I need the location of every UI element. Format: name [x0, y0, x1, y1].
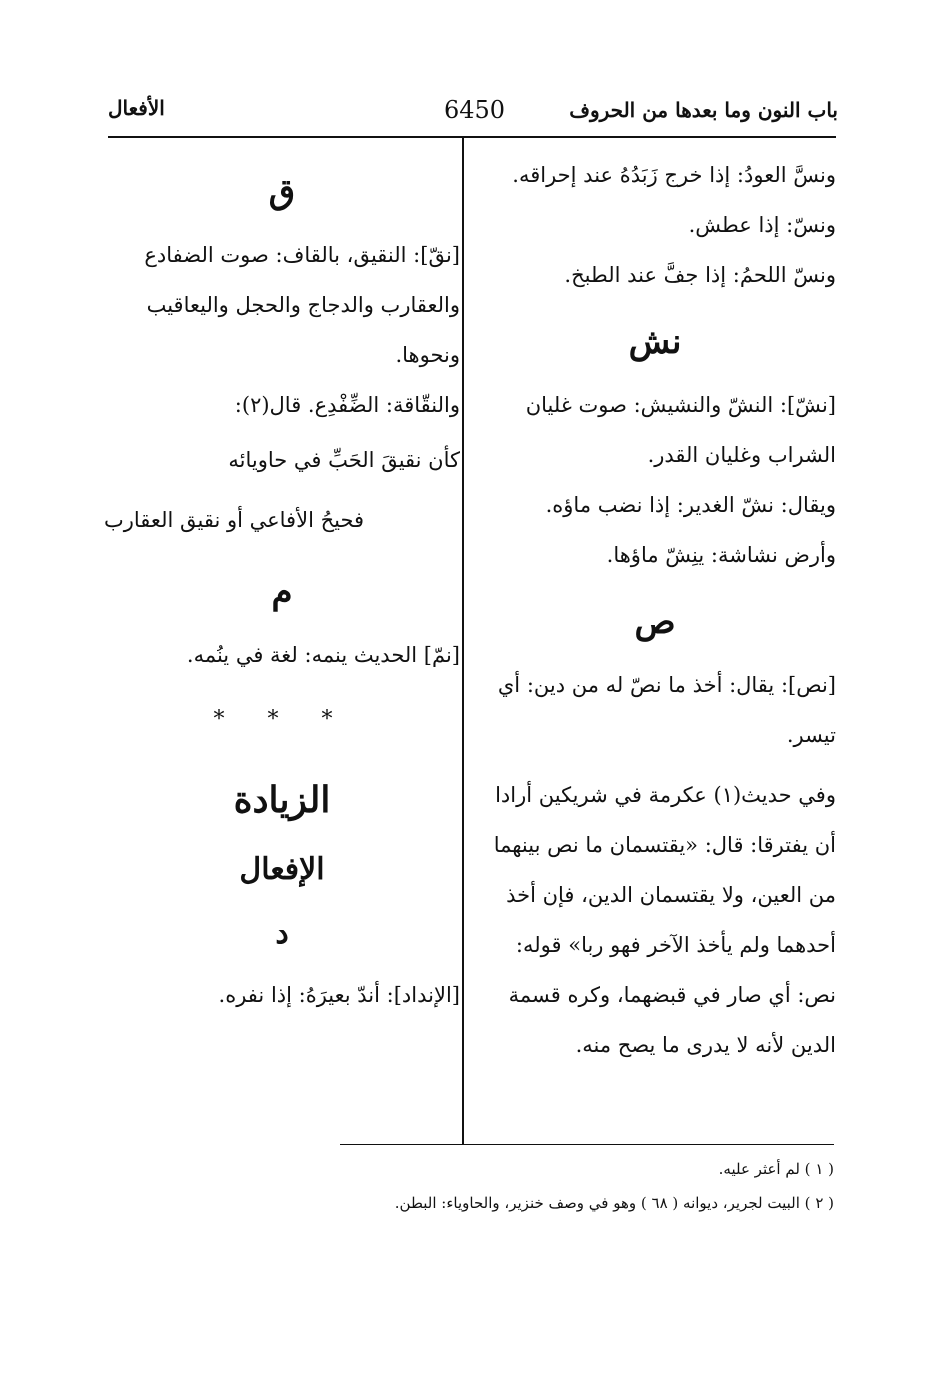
entry-nash: [نشّ]: النشّ والنشيش: صوت غليان الشراب وغليان القدر. [525, 393, 836, 467]
entry-nashasha: وأرض نشاشة: ينِشّ ماؤها. [606, 543, 836, 567]
footnote-rule [340, 1144, 834, 1145]
column-divider [462, 137, 464, 1145]
entry-nass: [نص]: يقال: أخذ ما نصّ له من دين: أي تيسر. [497, 673, 836, 747]
letter-heading-dal: د [275, 916, 289, 951]
page-header [100, 92, 842, 132]
footnote-2: ( ٢ ) البيت لجرير، ديوانه ( ٦٨ ) وهو في وصف خنزير، والحاوياء: البطن. [394, 1194, 834, 1212]
section-heading-ziyada: الزيادة [233, 779, 331, 821]
entry-ikrima-hadith: وفي حديث(١) عكرمة في شريكين أرادا أن يفترقا: قال: «يقتسمان ما نص بينهما من العين، ولا يقتسمان الدين، فإن أخذ أحدهما ولم يأخذ الآخر فهو ربا» قوله: نص: أي صار في قبضهما، وكره قسمة الدين لأنه لا يدرى ما يصح منه. [493, 783, 836, 1057]
verse-second-hemistich: فحيحُ الأفاعي أو نقيق العقارب [104, 508, 365, 532]
letter-heading-sad: ص [634, 602, 676, 642]
right-column [474, 150, 836, 1070]
footnote-1: ( ١ ) لم أعثر عليه. [718, 1160, 834, 1178]
entry-nas-meat: ونسّ اللحمُ: إذا جفَّ عند الطبخ. [564, 263, 836, 287]
header-rule [108, 136, 836, 138]
entry-namm: [نمّ] الحديث ينمه: لغة في ينُمه. [186, 643, 460, 667]
verse-first-hemistich: كأن نقيقَ الحَبِّ في حاويائه [228, 448, 460, 472]
footnotes [340, 1152, 834, 1220]
entry-nas-oud: ونسَّ العودُ: إذا خرج زَبَدُهُ عند إحراقه. [512, 163, 836, 187]
letter-heading-qaf: ق [268, 172, 296, 212]
entry-nash-ghadir: ويقال: نشّ الغدير: إذا نضب ماؤه. [545, 493, 836, 517]
letter-heading-mim: م [271, 572, 293, 612]
subsection-heading-ifal: الإفعال [239, 852, 325, 887]
entry-naqqaqa: والنقّاقة: الضِّفْدِع. قال(٢): [234, 393, 460, 417]
left-column [104, 150, 460, 1020]
entry-indad: [الإنداد]: أندّ بعيرَهُ: إذا نفره. [218, 983, 460, 1007]
page-number: 6450 [444, 96, 506, 124]
chapter-title: باب النون وما بعدها من الحروف [569, 98, 838, 122]
section-separator-stars: * * * [213, 707, 351, 732]
entry-nas-thirst: ونسّ: إذا عطش. [688, 213, 836, 237]
letter-heading-nash: نش [628, 322, 682, 362]
entry-naqq: [نقّ]: النقيق، بالقاف: صوت الضفادع والعقارب والدجاج والحجل واليعاقيب ونحوها. [144, 243, 460, 367]
section-title: الأفعال [108, 96, 165, 120]
